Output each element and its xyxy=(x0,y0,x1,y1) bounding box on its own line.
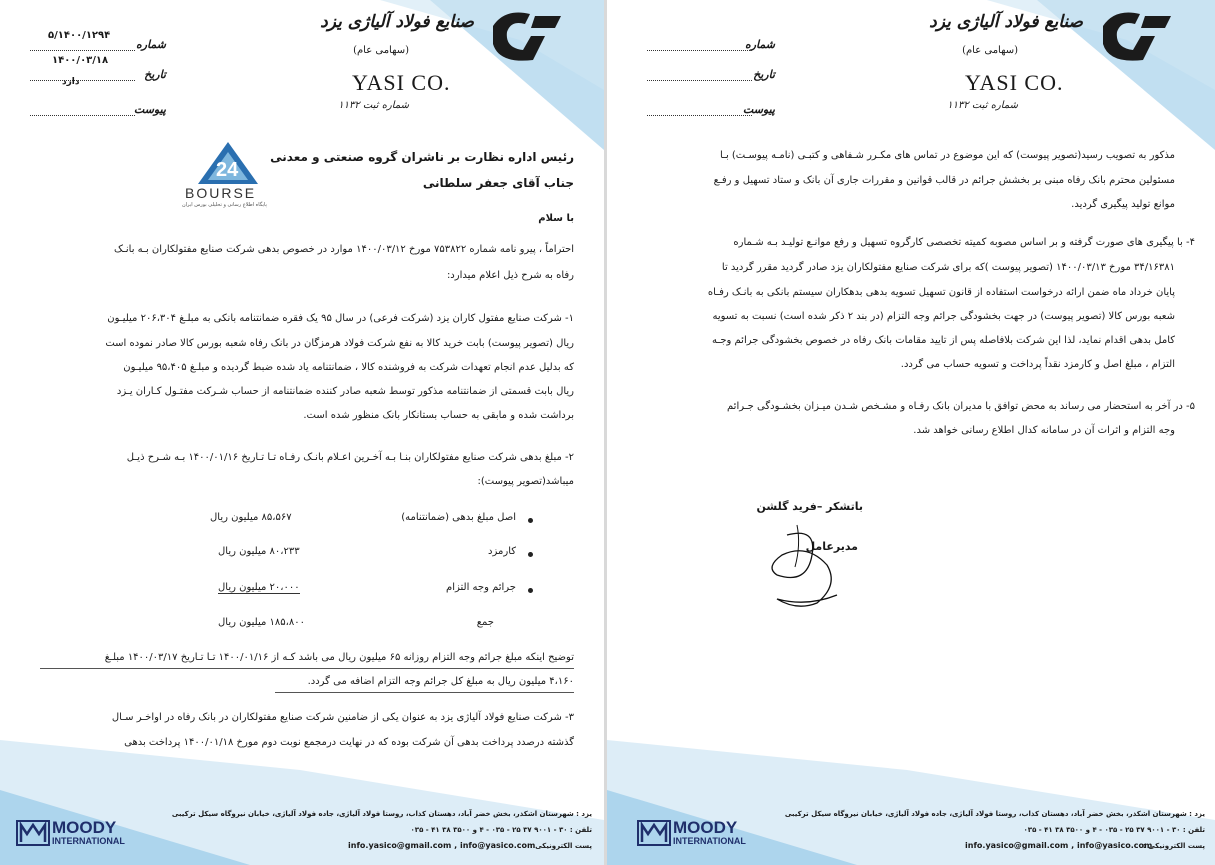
signature-icon xyxy=(757,515,857,615)
debt-total-value: ۱۸۵،۸۰۰ میلیون ریال xyxy=(218,617,305,628)
bullet-icon xyxy=(528,588,533,593)
signer-title: مدیرعامل xyxy=(805,540,858,553)
svg-text:24: 24 xyxy=(216,159,239,181)
attachment-label: پیوست xyxy=(742,103,775,116)
footer-phone: تلفن : ۳۰ - ۹۰۰۱ ۳۷ ۲۵ - ۰۳۵ - ۴ و ۳۵۰۰ ۳۸ ۴۱ - ۰۳۵ xyxy=(410,826,592,834)
note-line: ۴،۱۶۰ میلیون ریال به مبلغ کل جرائم وجه التزام اضافه می گردد. xyxy=(307,676,574,687)
item-5-line: ۵- در آخر به استحضار می رساند به محض توافق با مدیران بانک رفـاه و مشـخص شـدن میـزان بخشـودگی جـرائم xyxy=(727,401,1195,412)
company-name-en: YASI CO. xyxy=(352,70,451,95)
attachment-label: پیوست xyxy=(133,103,166,116)
moody-sub: INTERNATIONAL xyxy=(52,836,125,846)
bourse-logo-text: BOURSE xyxy=(185,185,257,201)
item-1-line: برداشت شده و مابقی به حساب بستانکار بانک منظور شده است. xyxy=(303,410,574,421)
debt-value: ۲۰،۰۰۰ میلیون ریال xyxy=(218,582,300,593)
note-underline xyxy=(275,692,574,693)
letter-page-1 xyxy=(0,0,605,865)
debt-label: اصل مبلغ بدهی (ضمانتنامه) xyxy=(401,512,516,523)
number-dots xyxy=(647,50,752,51)
yasi-logo-icon xyxy=(485,6,565,66)
item-4-line: ۳۴/۱۶۳۸۱ مورخ ۱۴۰۰/۰۳/۱۳ (تصویر پیوست )که برای شرکت صنایع مفتولکاران یزد صادر گردید مقرر گردید تا xyxy=(721,262,1175,273)
date-label: تاریخ xyxy=(753,68,775,81)
attachment-dots xyxy=(30,115,135,116)
intro-line: رفاه به شرح ذیل اعلام میدارد: xyxy=(446,270,574,281)
letter-page-2 xyxy=(607,0,1215,865)
moody-sub: INTERNATIONAL xyxy=(673,836,746,846)
recipient-name: جناب آقای جعفر سلطانی xyxy=(422,176,574,190)
registration-number: شماره ثبت ۱۱۳۲ xyxy=(338,100,409,111)
item-1-line: ریال (تصویر پیوست) بابت خرید کالا به نفع شرکت فولاد هرمزگان در بانک رفاه شعبه بورس کالا صادر نموده است xyxy=(105,338,574,349)
date-dots xyxy=(647,80,752,81)
item-4-line: پایان خرداد ماه ضمن ارائه درخواست استفاده از قانون تسهیل تسویه بدهی بدهکاران سیستم بانکی به بانـک رفـاه xyxy=(707,287,1175,298)
item-3-line: ۳- شرکت صنایع فولاد آلیاژی یزد به عنوان یکی از ضامنین شرکت صنایع مفتولکاران در بانک رفاه در اواخـر سـال xyxy=(111,712,574,723)
moody-name: MOODY xyxy=(673,818,738,837)
yasi-logo-icon xyxy=(1095,6,1175,66)
debt-value: ۸۰،۲۳۳ میلیون ریال xyxy=(218,546,300,557)
number-label: شماره xyxy=(744,38,775,51)
debt-label: جرائم وجه التزام xyxy=(446,582,516,593)
item-4-line: التزام ، مبلغ اصل و کارمزد نقداً پرداخت و تسویه حساب می گردد. xyxy=(900,359,1175,370)
footer-email: info.yasico@gmail.com , info@yasico.com xyxy=(348,841,536,850)
footer-email-label: پست الکترونیکی : xyxy=(529,842,592,850)
company-name-en: YASI CO. xyxy=(965,70,1064,95)
item-2-line: ۲- مبلغ بدهی شرکت صنایع مفتولکاران بنـا بـه آخـرین اعـلام بانـک رفـاه تـا تـاریخ ۱۴۰۰/۰۱/۱۶ بـه شـرح ذیـل xyxy=(126,452,574,463)
attachment-value: دارد xyxy=(62,77,80,87)
date-dots xyxy=(30,80,135,81)
moody-name: MOODY xyxy=(52,818,117,837)
bullet-icon xyxy=(528,552,533,557)
debt-label: کارمزد xyxy=(488,546,516,557)
company-type: (سهامی عام) xyxy=(962,45,1018,56)
company-name-fa: صنایع فولاد آلیاژی یزد xyxy=(320,12,474,32)
bourse-logo-icon xyxy=(196,140,260,186)
note-line: توضیح اینکه مبلغ جرائم وجه التزام روزانه ۶۵ میلیون ریال می باشد کـه از ۱۴۰۰/۰۱/۱۶ تـا تـاریخ ۱۴۰۰/۰۳/۱۷ مبلـغ xyxy=(104,652,574,663)
debt-value: ۸۵،۵۶۷ میلیون ریال xyxy=(210,512,292,523)
item-2-line: میباشد(تصویر پیوست): xyxy=(477,476,574,487)
continuation-line: موانع تولید پیگیری گردید. xyxy=(1071,199,1175,210)
salutation: با سلام xyxy=(538,213,574,224)
number-dots xyxy=(30,50,135,51)
note-underline xyxy=(40,668,574,669)
footer-address: یزد : شهرستان اشکذر، بخش خضر آباد، دهستان کذاب، روستا فولاد آلیاژی، جاده فولاد آلیاژی، خیابان نیروگاه سیکل ترکیبی xyxy=(784,810,1205,818)
moody-logo-icon xyxy=(16,820,50,846)
continuation-line: مذکور به تصویب رسید(تصویر پیوست) که این موضوع در تماس های مکـرر شـفاهی و کتبـی (نامـه پیوسـت) بـا xyxy=(719,150,1175,161)
moody-logo-icon xyxy=(637,820,671,846)
intro-line: احتراماً ، پیرو نامه شماره ۷۵۳۸۲۲ مورخ ۱۴۰۰/۰۳/۱۲ موارد در خصوص بدهی شرکت صنایع مفتولکاران بـه بانـک xyxy=(113,244,574,255)
footer-address: یزد : شهرستان اشکذر، بخش خضر آباد، دهستان کذاب، روستا فولاد آلیاژی، جاده فولاد آلیاژی، خیابان نیروگاه سیکل ترکیبی xyxy=(171,810,592,818)
recipient-title: رئیس اداره نظارت بر ناشران گروه صنعتی و معدنی xyxy=(270,150,574,164)
footer-email-label: پست الکترونیکی : xyxy=(1142,842,1205,850)
item-1-line: ۱- شرکت صنایع مفتول کاران یزد (شرکت فرعی) در سال ۹۵ یک فقره ضمانتنامه بانکی به مبلـغ ۲۰۶،۳۰۴ میلیـون xyxy=(107,313,574,324)
item-5-line: وجه التزام و اثرات آن در سامانه کدال اطلاع رسانی خواهد شد. xyxy=(913,425,1175,436)
registration-number: شماره ثبت ۱۱۳۲ xyxy=(947,100,1018,111)
bullet-icon xyxy=(528,518,533,523)
footer-email: info.yasico@gmail.com , info@yasico.com xyxy=(965,841,1153,850)
number-label: شماره xyxy=(135,38,166,51)
continuation-line: مسئولین محترم بانک رفاه مبنی بر بخشش جرائم در قالب قوانین و مقررات جاری آن بانک و ستاد تسهیل و رفـع xyxy=(713,175,1175,186)
bourse-logo-caption: پایگاه اطلاع رسانی و تحلیلی بورس ایران xyxy=(182,202,267,208)
company-name-fa: صنایع فولاد آلیاژی یزد xyxy=(929,12,1083,32)
company-type: (سهامی عام) xyxy=(353,45,409,56)
debt-total-label: جمع xyxy=(476,617,494,628)
number-value: ۵/۱۴۰۰/۱۲۹۴ xyxy=(48,30,111,41)
item-1-line: که بدلیل عدم انجام تعهدات شرکت به فروشنده کالا ، ضمانتنامه یاد شده ضبط گردیده و مبلـغ ۹۵،۴۰۵ میلیـون xyxy=(123,362,574,373)
item-3-line: گذشته درصدد پرداخت بدهی آن شرکت بوده که در نهایت درمجمع نوبت دوم مورخ ۱۴۰۰/۰۱/۱۸ پرداخت بدهی xyxy=(124,737,574,748)
date-value: ۱۴۰۰/۰۳/۱۸ xyxy=(52,55,109,66)
item-4-line: کامل بدهی اقدام نماید، لذا این شرکت بلافاصله پس از تایید مقامات بانک رفاه در خصوص بخشودگی جرائم وجـه xyxy=(712,335,1175,346)
item-1-line: ریال بابت قسمتی از ضمانتنامه مذکور توسط شعبه صادر کننده ضمانتنامه از حساب شـرکت مفتـول کـاران یـزد xyxy=(116,386,574,397)
item-4-line: شعبه بورس کالا (تصویر پیوست) در جهت بخشودگی جرائم وجه التزام (در بند ۲ ذکر شده است) نسبت به تسویه xyxy=(712,311,1175,322)
page-1-background xyxy=(0,0,604,865)
footer-phone: تلفن : ۳۰ - ۹۰۰۱ ۳۷ ۲۵ - ۰۳۵ - ۴ و ۳۵۰۰ ۳۸ ۴۱ - ۰۳۵ xyxy=(1023,826,1205,834)
signer-name: باتشکر –فرید گلشن xyxy=(756,500,863,513)
item-4-line: ۴- با پیگیری های صورت گرفته و بر اساس مصوبه کمیته تخصصی کارگروه تسهیل و رفع موانـع تولیـد بـه شـماره xyxy=(733,237,1195,248)
attachment-dots xyxy=(647,115,752,116)
date-label: تاریخ xyxy=(144,68,166,81)
